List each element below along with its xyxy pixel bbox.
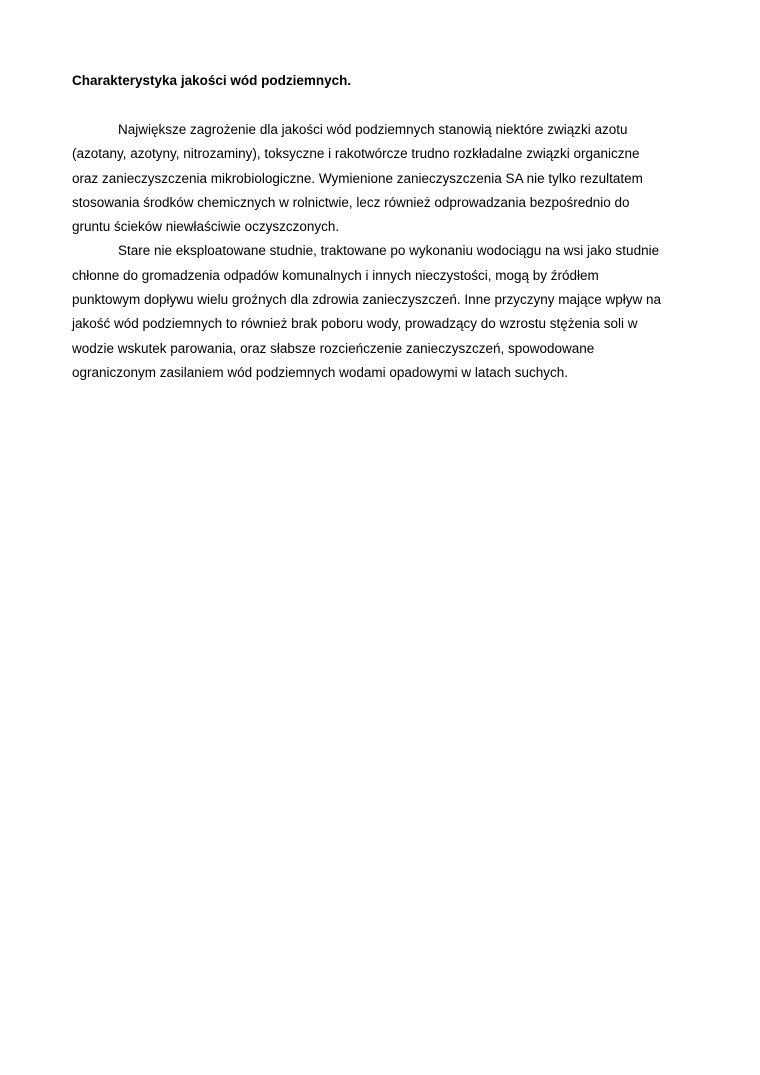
document-title: Charakterystyka jakości wód podziemnych. [72, 73, 352, 88]
paragraph-line: Największe zagrożenie dla jakości wód podziemnych stanowią niektóre związki azotu [118, 122, 628, 137]
paragraph-line: stosowania środków chemicznych w rolnictwie, lecz również odprowadzania bezpośrednio do [72, 194, 630, 210]
paragraph-line: (azotany, azotyny, nitrozaminy), toksyczne i rakotwórcze trudno rozkładalne związki organiczne [72, 146, 640, 162]
paragraph-line: punktowym dopływu wielu groźnych dla zdrowia zanieczyszczeń. Inne przyczyny mające wpływ na [72, 292, 662, 308]
paragraph-line: oraz zanieczyszczenia mikrobiologiczne. Wymienione zanieczyszczenia SA nie tylko rezultatem [72, 170, 643, 186]
paragraph-1 [72, 121, 692, 242]
paragraph-line: jakość wód podziemnych to również brak poboru wody, prowadzący do wzrostu stężenia soli w [72, 316, 638, 332]
document-body [72, 121, 692, 388]
paragraph-line: gruntu ścieków niewłaściwie oczyszczonych. [72, 219, 340, 235]
paragraph-line: Stare nie eksploatowane studnie, traktowane po wykonaniu wodociągu na wsi jako studnie [118, 243, 660, 259]
paragraph-line: ograniczonym zasilaniem wód podziemnych wodami opadowymi w latach suchych. [72, 364, 568, 380]
paragraph-2 [72, 242, 692, 388]
paragraph-line: chłonne do gromadzenia odpadów komunalnych i innych nieczystości, mogą by źródłem [72, 267, 599, 283]
paragraph-line: wodzie wskutek parowania, oraz słabsze rozcieńczenie zanieczyszczeń, spowodowane [72, 340, 595, 356]
